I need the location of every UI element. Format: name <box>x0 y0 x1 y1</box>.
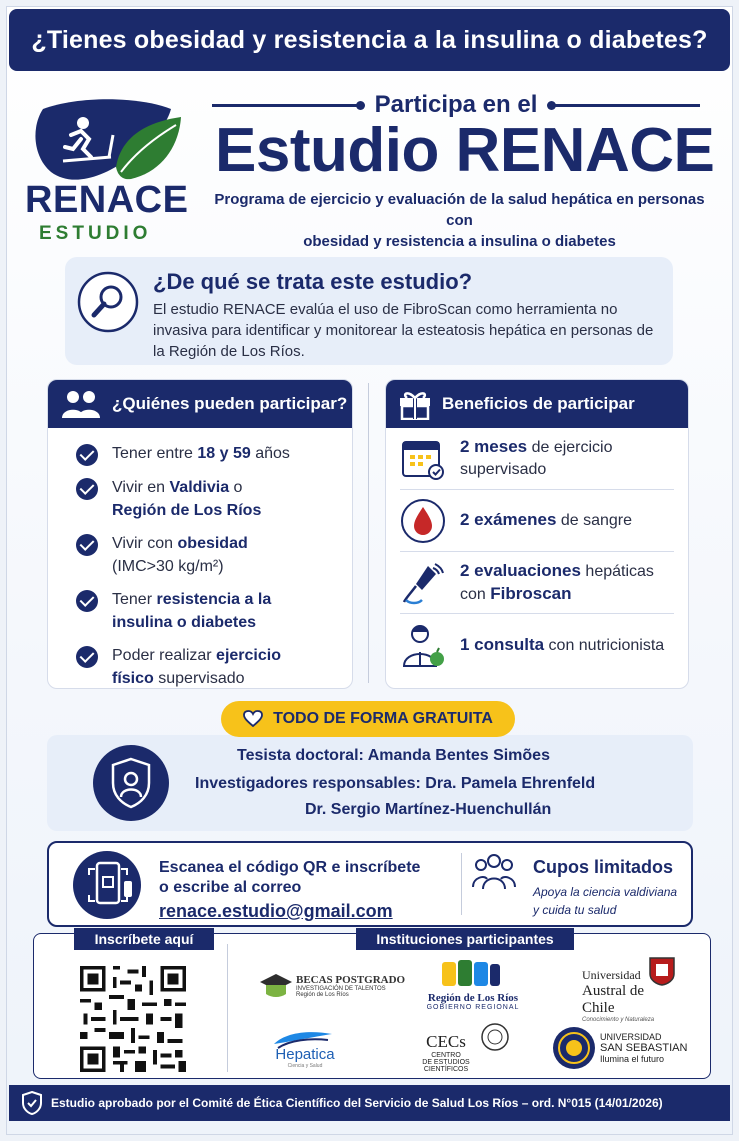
list-item: 2 meses de ejercicio supervisado <box>400 428 674 490</box>
shield-check-icon <box>21 1091 43 1115</box>
hepatica-logo: Hepatica Ciencia y Salud <box>275 1046 335 1069</box>
benefits-header <box>386 380 688 428</box>
region-los-rios-logo-icon <box>440 958 502 988</box>
lead-researcher-2: Dr. Sergio Martínez-Huenchullán <box>305 801 552 818</box>
panel-divider <box>368 383 369 683</box>
email-link[interactable]: renace.estudio@gmail.com <box>159 901 393 921</box>
list-item: 1 consulta con nutricionista <box>400 614 674 676</box>
uss-logo: UNIVERSIDAD SAN SEBASTIAN Ilumina el futuro <box>600 1032 688 1064</box>
people-icon <box>60 389 102 419</box>
check-icon <box>76 534 98 556</box>
benefits-title: Beneficios de participar <box>442 394 635 413</box>
main-title: Estudio RENACE <box>215 116 715 185</box>
list-item: Vivir en Valdivia o Región de Los Ríos <box>76 476 342 522</box>
list-item: Poder realizar ejercicio físico supervisado <box>76 644 342 689</box>
eligibility-title: ¿Quiénes pueden participar? <box>112 394 348 413</box>
blood-drop-icon <box>400 498 446 544</box>
check-icon <box>76 444 98 466</box>
region-los-rios-logo: Región de Los Ríos GOBIERNO REGIONAL <box>426 992 520 1011</box>
list-item: 2 evaluaciones hepáticas con Fibroscan <box>400 552 674 614</box>
uach-logo: Universidad Austral de Chile Conocimiento y Naturaleza <box>582 968 655 1023</box>
eligibility-panel <box>47 379 353 689</box>
logo-wordmark: RENACE <box>25 179 189 221</box>
phone-qr-icon <box>69 849 145 921</box>
institutions-section <box>33 933 711 1079</box>
subtitle <box>212 189 707 252</box>
list-item: Tener resistencia a la insulina o diabetes <box>76 588 342 634</box>
institutions-tag: Instituciones participantes <box>356 928 574 950</box>
about-section <box>65 257 673 365</box>
banner-question: ¿Tienes obesidad y resistencia a la insulina o diabetes? <box>31 25 708 54</box>
becas-postgrado-logo: BECAS POSTGRADO INVESTIGACIÓN DE TALENTOS Región de Los Ríos <box>296 974 406 998</box>
list-item: 2 exámenes de sangre <box>400 490 674 552</box>
decorative-line-right <box>549 104 700 107</box>
becas-logo-icon <box>258 972 294 1002</box>
qr-code[interactable] <box>80 966 186 1072</box>
benefits-list <box>386 428 688 676</box>
register-tag: Inscríbete aquí <box>74 928 214 950</box>
magnifier-icon <box>77 271 139 333</box>
ethics-approval: Estudio aprobado por el Comité de Ética Científico del Servicio de Salud Los Ríos – ord. N°015 (14/01/2026) <box>51 1096 663 1110</box>
gift-icon <box>398 388 432 420</box>
eligibility-list <box>48 428 352 689</box>
logo-subword: ESTUDIO <box>39 223 152 244</box>
nutritionist-icon <box>400 622 446 668</box>
limited-spots: Cupos limitados <box>533 857 674 877</box>
heart-icon <box>243 710 263 728</box>
team-section <box>47 735 693 831</box>
participa-label: Participa en el <box>374 91 538 118</box>
calendar-icon <box>400 436 446 482</box>
doctoral-student: Tesista doctoral: Amanda Bentes Simões <box>237 747 550 764</box>
bottom-divider <box>227 944 228 1072</box>
free-label: TODO DE FORMA GRATUITA <box>273 710 493 727</box>
about-title: ¿De qué se trata este estudio? <box>153 269 473 294</box>
poster <box>6 6 733 1135</box>
uss-seal-icon <box>552 1026 596 1070</box>
about-text: El estudio RENACE evalúa el uso de FibroScan como herramienta no invasiva para identificar y monitorear la esteatosis hepática en personas de la Región de Los Ríos. <box>153 301 654 360</box>
cecs-seal-icon <box>480 1022 510 1052</box>
group-icon <box>471 851 517 891</box>
contact-section <box>47 841 693 927</box>
benefits-panel <box>385 379 689 689</box>
top-banner <box>9 9 730 71</box>
uach-shield-icon <box>648 956 676 986</box>
decorative-line-left <box>212 104 363 107</box>
free-badge <box>221 701 515 737</box>
contact-line-1: Escanea el código QR e inscríbete <box>159 859 421 876</box>
check-icon <box>76 478 98 500</box>
cecs-logo: CECs CENTRO DE ESTUDIOS CIENTÍFICOS <box>422 1032 470 1073</box>
lead-researchers: Investigadores responsables: Dra. Pamela Ehrenfeld <box>195 775 596 792</box>
contact-divider <box>461 853 462 915</box>
contact-line-2: o escribe al correo <box>159 879 302 896</box>
list-item: Vivir con obesidad (IMC>30 kg/m²) <box>76 532 342 578</box>
check-icon <box>76 590 98 612</box>
limited-spots-subtitle: Apoya la ciencia valdiviana y cuida tu salud <box>533 885 678 917</box>
check-icon <box>76 646 98 668</box>
footer <box>9 1085 730 1121</box>
ultrasound-probe-icon <box>400 560 446 606</box>
subtitle-line-1: Programa de ejercicio y evaluación de la salud hepática en personas con <box>214 191 705 229</box>
subtitle-line-2: obesidad y resistencia a insulina o diabetes <box>303 233 616 250</box>
eligibility-header <box>48 380 352 428</box>
shield-person-icon <box>91 743 171 823</box>
list-item: Tener entre 18 y 59 años <box>76 442 342 466</box>
